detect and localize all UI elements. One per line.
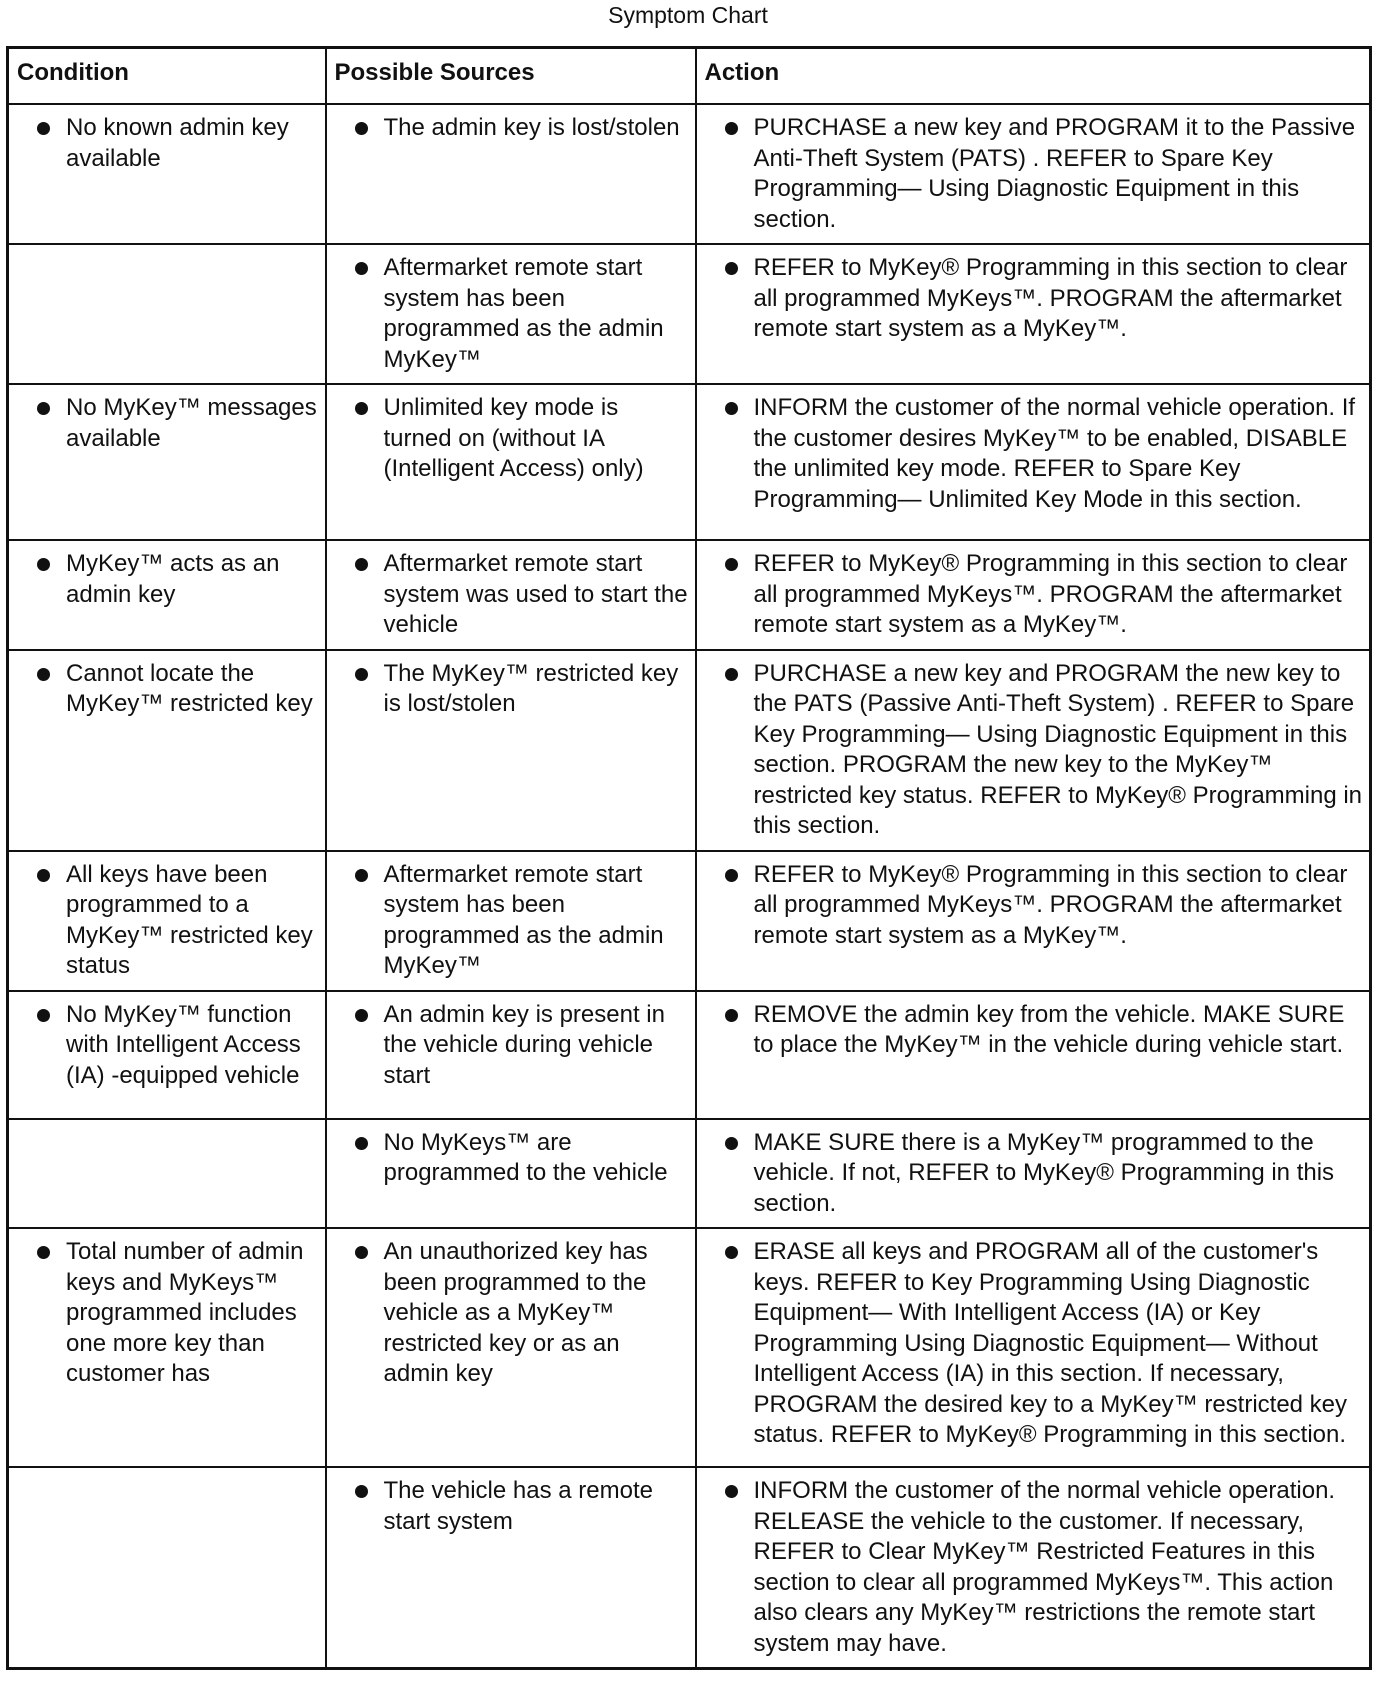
condition-cell-text: MyKey™ acts as an admin key [66,550,280,608]
page-title: Symptom Chart [608,2,768,28]
bullet-item [9,1000,321,1092]
possible-source-cell [326,104,696,244]
possible-source-cell [326,650,696,851]
condition-cell-text: No known admin key available [66,114,289,172]
possible-source-cell-text: The vehicle has a remote start system [383,1477,653,1535]
action-header: Action [696,48,1371,105]
action-cell-text: PURCHASE a new key and PROGRAM it to the Passive Anti-Theft System (PATS) . REFER to Spare Key Programming— Using Diagnostic Equipment in this section. [753,114,1356,233]
bullet-item [697,659,1366,842]
bullet-icon [355,668,368,681]
condition-cell [8,851,326,991]
possible-sources-header: Possible Sources [326,48,696,105]
bullet-icon [725,262,738,275]
action-cell-text: REFER to MyKey® Programming in this section to clear all programmed MyKeys™. PROGRAM the aftermarket remote start system as a MyKey™. [753,860,1348,949]
bullet-item [9,549,321,610]
bullet-icon [725,1246,738,1259]
action-cell-text: PURCHASE a new key and PROGRAM the new key to the PATS (Passive Anti-Theft System) . REFER to Spare Key Programming— Using Diagnostic Equipment in this section. PROGRAM the new key to the MyKey™ restricted key status. REFER to MyKey® Programming in this section. [753,659,1363,839]
bullet-icon [725,1137,738,1150]
table-row [8,244,1371,384]
bullet-item [9,659,321,720]
possible-source-cell [326,1119,696,1229]
possible-source-cell-text: Unlimited key mode is turned on (without IA (Intelligent Access) only) [383,394,644,482]
possible-source-cell-text: Aftermarket remote start system has been programmed as the admin MyKey™ [383,860,664,979]
bullet-item [327,860,691,982]
action-cell [696,244,1371,384]
condition-header: Condition [8,48,326,105]
bullet-icon [355,262,368,275]
bullet-item [327,549,691,641]
possible-source-cell-text: The MyKey™ restricted key is lost/stolen [383,659,679,717]
bullet-icon [355,558,368,571]
bullet-icon [355,1137,368,1150]
action-cell [696,991,1371,1119]
possible-source-cell-text: An admin key is present in the vehicle during vehicle start [383,1000,665,1089]
possible-source-cell-text: An unauthorized key has been programmed to the vehicle as a MyKey™ restricted key or as an admin key [383,1238,648,1387]
bullet-icon [37,869,50,882]
condition-cell [8,1228,326,1467]
condition-cell [8,1467,326,1669]
possible-source-cell-text: Aftermarket remote start system has been programmed as the admin MyKey™ [383,254,664,373]
bullet-icon [725,668,738,681]
bullet-icon [725,122,738,135]
bullet-icon [37,402,50,415]
bullet-item [9,860,321,982]
possible-source-cell [326,244,696,384]
table-body [8,104,1371,1669]
bullet-icon [355,869,368,882]
bullet-item [9,113,321,174]
action-cell [696,540,1371,650]
table-row [8,650,1371,851]
possible-source-cell [326,384,696,540]
possible-source-cell [326,1228,696,1467]
condition-cell [8,650,326,851]
action-cell [696,1119,1371,1229]
bullet-item [697,393,1366,515]
bullet-icon [725,869,738,882]
table-row [8,1119,1371,1229]
action-cell-text: REMOVE the admin key from the vehicle. MAKE SURE to place the MyKey™ in the vehicle during vehicle start. [753,1000,1345,1058]
bullet-item [697,1000,1366,1061]
action-cell-text: REFER to MyKey® Programming in this section to clear all programmed MyKeys™. PROGRAM the aftermarket remote start system as a MyKey™. [753,254,1348,342]
table-row [8,104,1371,244]
possible-source-cell [326,851,696,991]
bullet-item [9,393,321,454]
bullet-icon [725,1485,738,1498]
action-cell [696,1467,1371,1669]
condition-cell [8,384,326,540]
bullet-icon [37,1009,50,1022]
action-cell-text: INFORM the customer of the normal vehicle operation. RELEASE the vehicle to the customer. If necessary, REFER to Clear MyKey™ Restricted Features in this section to clear all programmed MyKeys™. This action also clears any MyKey™ restrictions the remote start system may have. [753,1477,1336,1657]
bullet-icon [37,1246,50,1259]
action-cell [696,650,1371,851]
bullet-item [697,860,1366,952]
condition-cell [8,1119,326,1229]
bullet-item [697,113,1366,235]
bullet-icon [355,1009,368,1022]
table-row [8,991,1371,1119]
table-row [8,540,1371,650]
table-row [8,851,1371,991]
bullet-item [327,1476,691,1537]
possible-source-cell [326,1467,696,1669]
table-row [8,1467,1371,1669]
action-cell-text: MAKE SURE there is a MyKey™ programmed to the vehicle. If not, REFER to MyKey® Programming in this section. [753,1128,1335,1217]
bullet-item [327,1128,691,1189]
table-row [8,384,1371,540]
condition-cell-text: Total number of admin keys and MyKeys™ programmed includes one more key than customer has [66,1238,304,1387]
possible-source-cell [326,991,696,1119]
action-cell [696,1228,1371,1467]
bullet-icon [725,1009,738,1022]
symptom-chart-table [6,46,1372,1670]
header-row [8,48,1371,105]
bullet-item [697,1476,1366,1659]
action-cell [696,384,1371,540]
condition-cell [8,244,326,384]
bullet-item [697,1237,1366,1451]
bullet-icon [725,558,738,571]
bullet-icon [37,558,50,571]
bullet-icon [355,1485,368,1498]
bullet-icon [355,402,368,415]
condition-cell-text: No MyKey™ messages available [66,394,317,452]
possible-source-cell-text: Aftermarket remote start system was used to start the vehicle [383,550,688,638]
condition-cell-text: No MyKey™ function with Intelligent Access (IA) -equipped vehicle [66,1000,301,1089]
bullet-item [697,549,1366,641]
action-cell-text: ERASE all keys and PROGRAM all of the customer's keys. REFER to Key Programming Using Diagnostic Equipment— With Intelligent Access (IA) or Key Programming Using Diagnostic Equipment— Without Intelligent Access (IA) in this section. If necessary, PROGRAM the desired key to a MyKey™ restricted key status. REFER to MyKey® Programming in this section. [753,1238,1348,1448]
condition-cell-text: All keys have been programmed to a MyKey™ restricted key status [66,860,313,979]
bullet-icon [355,122,368,135]
action-cell [696,851,1371,991]
bullet-icon [37,668,50,681]
bullet-item [327,1237,691,1390]
bullet-item [697,253,1366,345]
action-cell-text: INFORM the customer of the normal vehicle operation. If the customer desires MyKey™ to be enabled, DISABLE the unlimited key mode. REFER to Spare Key Programming— Unlimited Key Mode in this section. [753,394,1356,513]
table-row [8,1228,1371,1467]
bullet-item [9,1237,321,1390]
condition-cell [8,540,326,650]
bullet-item [327,393,691,485]
condition-cell [8,104,326,244]
action-cell [696,104,1371,244]
bullet-item [327,113,691,144]
bullet-item [697,1128,1366,1220]
possible-source-cell-text: No MyKeys™ are programmed to the vehicle [383,1128,668,1186]
possible-source-cell-text: The admin key is lost/stolen [383,114,680,141]
condition-cell-text: Cannot locate the MyKey™ restricted key [66,659,313,717]
action-cell-text: REFER to MyKey® Programming in this section to clear all programmed MyKeys™. PROGRAM the aftermarket remote start system as a MyKey™. [753,550,1348,638]
bullet-item [327,1000,691,1092]
bullet-item [327,659,691,720]
bullet-icon [725,402,738,415]
bullet-item [327,253,691,375]
bullet-icon [37,122,50,135]
bullet-icon [355,1246,368,1259]
condition-cell [8,991,326,1119]
possible-source-cell [326,540,696,650]
